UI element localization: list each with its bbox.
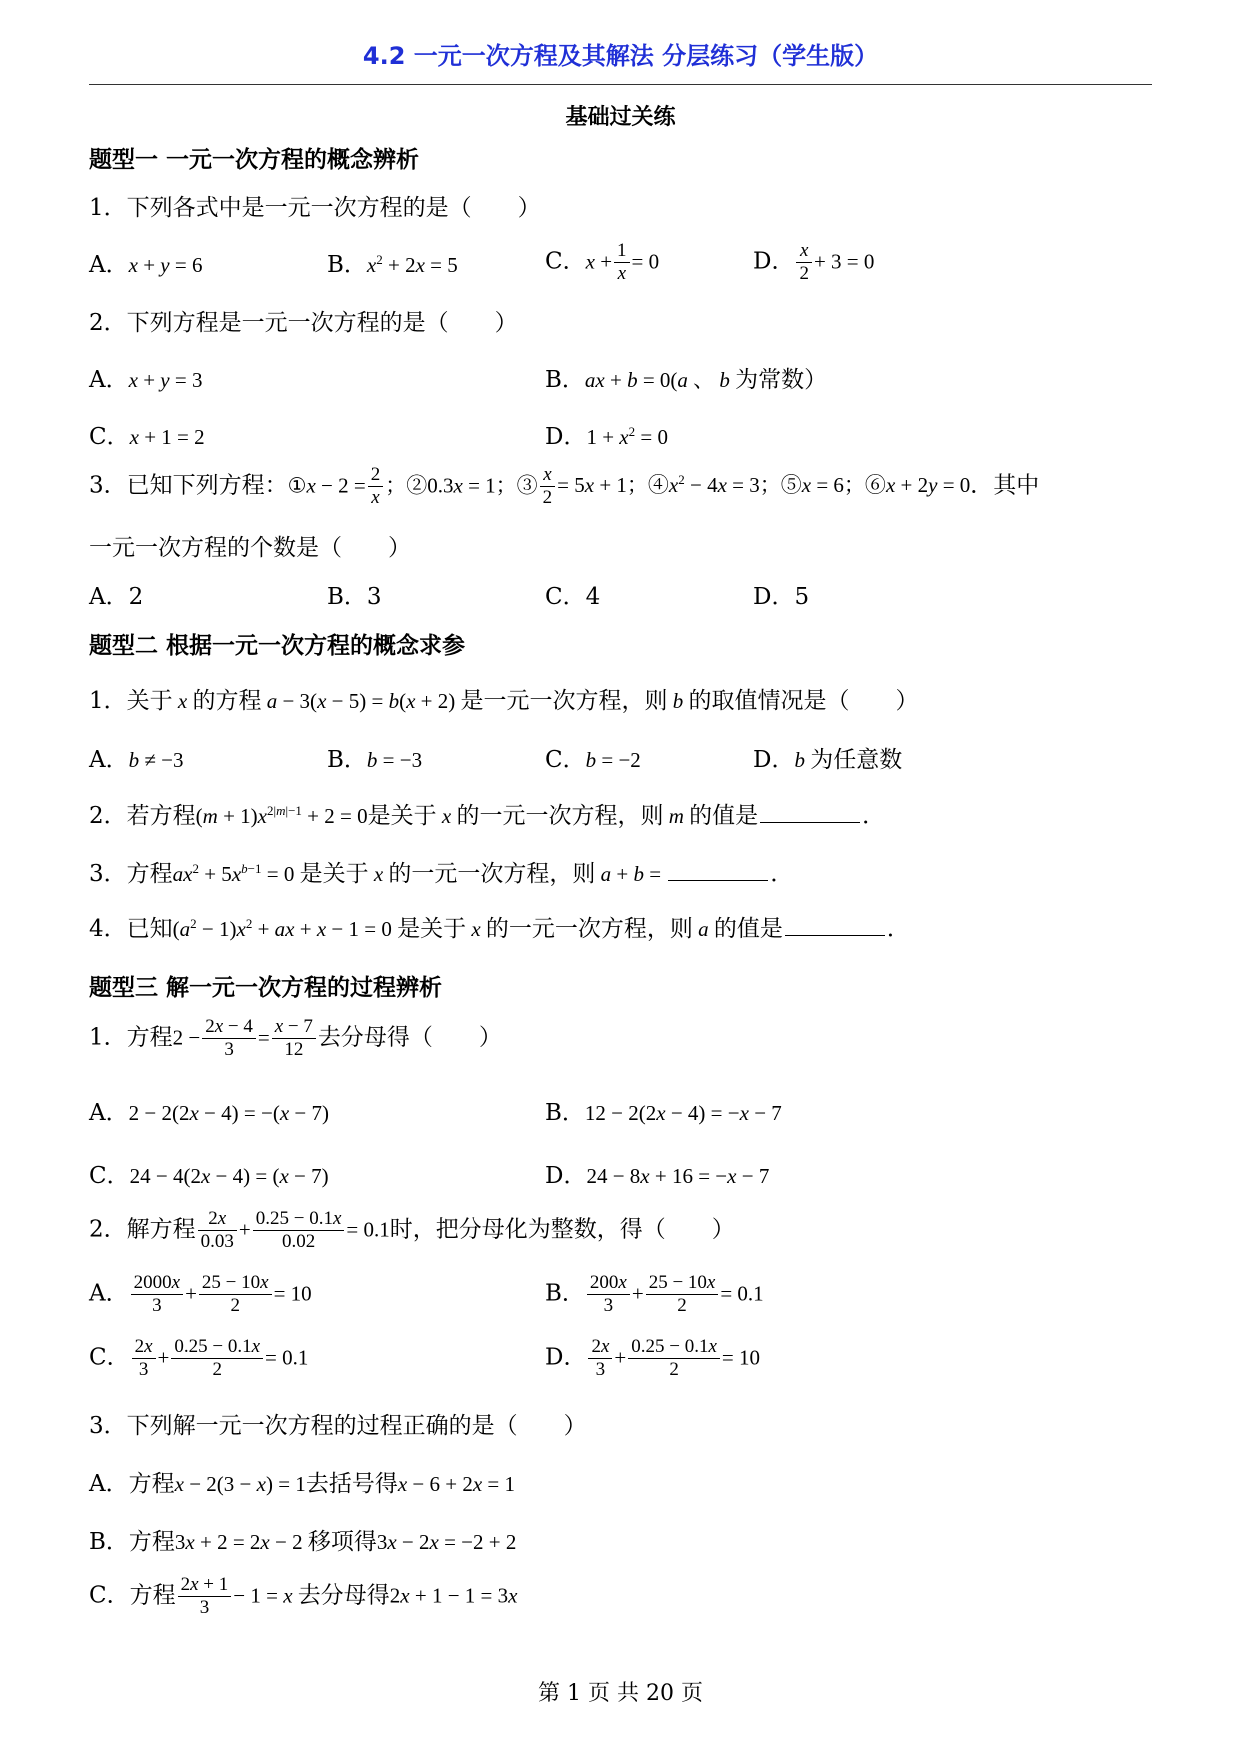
document-title: 4.2 一元一次方程及其解法 分层练习（学生版）	[362, 42, 879, 70]
type1-q3-option-a: A．2	[89, 584, 144, 610]
type3-q3-option-b: B．方程3x + 2 = 2x − 2 移项得3x − 2x = −2 + 2	[89, 1529, 517, 1555]
type3-q2-option-c: C． $\frac{2x}{3}$ + $\frac{0.25 - 0.1x}{2}$ = 0.1	[89, 1336, 309, 1380]
type1-q3-option-d: D．5	[753, 584, 810, 610]
answer-blank[interactable]	[785, 934, 885, 936]
type1-q2-option-a: A．x + y = 3	[89, 367, 203, 393]
type2-q4-stem: 4．已知$(a^2 - 1)x^2$ + ax + x − 1 = 0 是关于 x 的一元一次方程，则 a 的值是 ．	[89, 916, 910, 942]
type2-q2-stem: 2．若方程$(m + 1)x^{2|m|-1} + 2 = 0$是关于 x 的一元一次方程，则 m 的值是 ．	[89, 803, 886, 829]
type2-q3-stem: 3．方程$ax^2 + 5x^{b-1} = 0$ 是关于 x 的一元一次方程，则 a + b = ．	[89, 861, 794, 887]
type1-q3-stem-cont: 一元一次方程的个数是（ ）	[89, 535, 411, 561]
type1-q1-option-a: A．x + y = 6	[89, 252, 203, 278]
type1-q2-stem: 2．下列方程是一元一次方程的是（ ）	[89, 310, 518, 336]
type1-q1-stem: 1．下列各式中是一元一次方程的是（ ）	[89, 195, 541, 221]
section-title: 基础过关练	[565, 105, 676, 130]
answer-blank[interactable]	[760, 821, 860, 823]
type3-q1-stem: 1．方程2 − $\frac{2x - 4}{3}$ = $\frac{x - 7}{12}$ 去分母得（ ）	[89, 1016, 502, 1060]
type1-heading: 题型一 一元一次方程的概念辨析	[89, 147, 420, 173]
type1-q2-option-c: C．x + 1 = 2	[89, 424, 205, 450]
type1-q1-option-b: B．$x^2 + 2x = 5$	[327, 252, 458, 278]
page-number: 第 1 页 共 20 页	[538, 1681, 703, 1706]
type3-q1-option-b: B．12 − 2(2x − 4) = −x − 7	[545, 1100, 782, 1126]
type3-q2-option-d: D． $\frac{2x}{3}$ + $\frac{0.25 - 0.1x}{2}$ = 10	[545, 1336, 760, 1380]
type1-q3-option-b: B．3	[327, 584, 382, 610]
type3-q1-option-d: D．24 − 8x + 16 = −x − 7	[545, 1163, 770, 1189]
type3-q3-option-c: C．方程 $\frac{2x + 1}{3}$ − 1 = x 去分母得2x + 1 − 1 = 3x	[89, 1574, 518, 1618]
type3-q1-option-c: C．24 − 4(2x − 4) = (x − 7)	[89, 1163, 329, 1189]
type3-q1-option-a: A．2 − 2(2x − 4) = −(x − 7)	[89, 1100, 329, 1126]
type2-q1-option-d: D．b 为任意数	[753, 747, 903, 773]
type1-q1-option-d: D． $\frac{x}{2}$ + 3 = 0	[753, 240, 875, 284]
type1-q1-option-c: C．x + $\frac{1}{x}$ = 0	[545, 240, 660, 284]
type1-q3-stem: 3．已知下列方程：①x − 2 = $\frac{2}{x}$ ；②0.3x = 1；③ $\frac{x}{2}$ = 5x + 1；$④x^2 - 4x = 3$；⑤x = 6；⑥x + 2y = 0．其中	[89, 464, 1040, 508]
answer-blank[interactable]	[668, 879, 768, 881]
type2-q1-option-c: C．b = −2	[545, 747, 641, 773]
type3-q2-option-b: B． $\frac{200x}{3}$ + $\frac{25 - 10x}{2}$ = 0.1	[545, 1272, 764, 1316]
type3-heading: 题型三 解一元一次方程的过程辨析	[89, 975, 443, 1001]
type2-q1-stem: 1．关于 x 的方程 a − 3(x − 5) = b(x + 2) 是一元一次方程，则 b 的取值情况是（ ）	[89, 688, 919, 714]
type2-q1-option-b: B．b = −3	[327, 747, 423, 773]
type1-q2-option-b: B．ax + b = 0(a 、 b 为常数）	[545, 367, 828, 393]
type1-q3-option-c: C．4	[545, 584, 601, 610]
type2-q1-option-a: A．b ≠ −3	[89, 747, 184, 773]
type3-q2-stem: 2．解方程 $\frac{2x}{0.03}$ + $\frac{0.25 - 0.1x}{0.02}$ = 0.1时，把分母化为整数，得（ ）	[89, 1208, 735, 1252]
type3-q2-option-a: A． $\frac{2000x}{3}$ + $\frac{25 - 10x}{2}$ = 10	[89, 1272, 312, 1316]
type2-heading: 题型二 根据一元一次方程的概念求参	[89, 633, 466, 659]
header-divider	[89, 84, 1152, 85]
type1-q2-option-d: D．$1 + x^2 = 0$	[545, 424, 668, 450]
type3-q3-stem: 3．下列解一元一次方程的过程正确的是（ ）	[89, 1413, 587, 1439]
type3-q3-option-a: A．方程x − 2(3 − x) = 1去括号得x − 6 + 2x = 1	[89, 1471, 515, 1497]
